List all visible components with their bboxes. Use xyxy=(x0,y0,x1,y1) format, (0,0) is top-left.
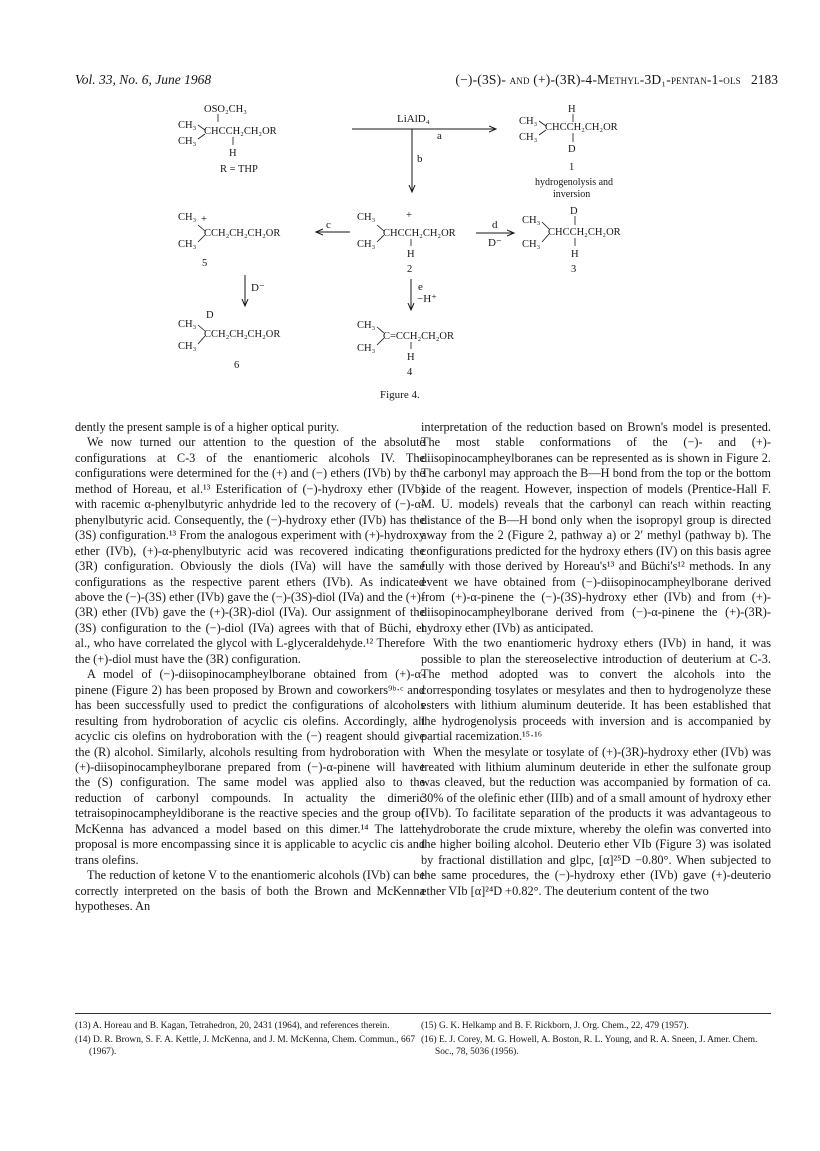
left-column xyxy=(75,420,425,915)
left-paragraph-2: We now turned our attention to the question of the absolute configurations at C-3 of the enantiomeric alcohols IV. The configurations were determined for the (+) and (−) ethers (IVb) by the method of Horeau, et al.¹³ Esterification of (−)-hydroxy ether (IVb) with racemic α-phenylbutyric anhydride led to the recovery of (−)-α-phenylbutyric acid. Consequently, the (−)-hydroxy ether (IVb) has the (3S) configuration.¹³ From the analogous experiment with (+)-hydroxy ether (IVb), (+)-α-phenylbutyric acid was recovered indicating the (3R) configuration. Obviously the diols (IVa) will have the same configurations as the respective parent ethers (IVb). As indicated above the (−)-(3S) ether (IVb) gave the (−)-(3S)-diol (IVa) and the (+)-(3R) ether (IVb) gave the (+)-(3R)-diol (IVa). Our assignment of the (3S) configuration to the (−)-diol (IVa) agrees with that of Büchi, et al., who have correlated the glycol with L-glyceraldehyde.¹² Therefore the (+)-diol must have the (3R) configuration. xyxy=(75,435,425,666)
footnotes-left xyxy=(75,1020,425,1060)
start-chain: CHCCH₂CH₂OR xyxy=(204,126,277,137)
left-paragraph-1: dently the present sample is of a higher optical purity. xyxy=(75,420,340,434)
c6-ch3-upper: CH₃ xyxy=(178,319,197,330)
label-c: c xyxy=(326,219,331,231)
label-e: e xyxy=(418,281,423,293)
running-header-article-title: (−)-(3S)- and (+)-(3R)-4-Methyl-3D₁-pentan-1-ols xyxy=(455,72,741,87)
right-paragraph-3: When the mesylate or tosylate of (+)-(3R)-hydroxy ether (IVb) was treated with lithium aluminum deuteride in ether the sulfonate group was cleaved, but the reduction was accompanied by formation of ca. 30% of the olefinic ether (IIIb) and of a small amount of hydroxy ether (IVb). To facilitate separation of the products it was advantageous to hydroborate the crude mixture, whereby the olefin was converted into the higher boiling alcohol. Deuterio ether VIb (Figure 3) was isolated by fractional distillation and glpc, [α]²⁵D −0.80°. When subjected to the same procedures, the (−)-hydroxy ether (IVb) gave (+)-deuterio ether VIb [α]²⁴D +0.82°. The deuterium content of the two xyxy=(421,744,771,898)
figure-caption: Figure 4. xyxy=(380,389,420,401)
right-column xyxy=(421,420,771,899)
c1-chain: CHCCH₂CH₂OR xyxy=(545,122,618,133)
note-inversion: inversion xyxy=(553,189,591,200)
c2-label: 2 xyxy=(407,264,413,275)
footnote-15: (15) G. K. Helkamp and B. F. Rickborn, J. Org. Chem., 22, 479 (1957). xyxy=(421,1021,689,1031)
c4-ch3-upper: CH₃ xyxy=(357,320,376,331)
c5-ch3-upper: CH₃ xyxy=(178,212,197,223)
footnote-13: (13) A. Horeau and B. Kagan, Tetrahedron, 20, 2431 (1964), and references therein. xyxy=(75,1021,390,1031)
footnote-14: (14) D. R. Brown, S. F. A. Kettle, J. McKenna, and J. M. McKenna, Chem. Commun., 667 (1967). xyxy=(75,1035,416,1057)
start-ch3-lower: CH₃ xyxy=(178,136,197,147)
c3-ch3-lower: CH₃ xyxy=(522,239,541,250)
label-a: a xyxy=(437,130,442,142)
compound-6 xyxy=(178,310,280,371)
c2-plus: + xyxy=(406,210,412,221)
reagent-lialD4: LiAlD₄ xyxy=(397,113,430,125)
c6-label: 6 xyxy=(234,360,240,371)
c5-ch3-lower: CH₃ xyxy=(178,239,197,250)
c3-chain: CHCCH₂CH₂OR xyxy=(548,227,621,238)
c1-ch3-lower: CH₃ xyxy=(519,132,538,143)
c4-ch3-lower: CH₃ xyxy=(357,343,376,354)
label-d: d xyxy=(492,219,498,231)
r-equals-thp: R = THP xyxy=(220,164,258,175)
left-paragraph-4: The reduction of ketone V to the enantiomeric alcohols (IVb) can be correctly interpreted on the basis of both the Brown and McKenna hypotheses. An xyxy=(75,868,425,914)
c5-label: 5 xyxy=(202,258,208,269)
compound-2 xyxy=(357,210,456,275)
c1-ch3-upper: CH₃ xyxy=(519,116,538,127)
c4-h: H xyxy=(407,352,415,363)
right-paragraph-1: interpretation of the reduction based on Brown's model is presented. The most stable conformations of the (−)- and (+)-diisopinocampheylboranes can be represented as is shown in Figure 2. The carbonyl may approach the B—H bond from the top or the bottom side of the reagent. However, inspection of models (Prentice-Hall F. M. U. models) reveals that the carbonyl can reach within reacting distance of the B—H bond only when the isopropyl group is directed away from the 2 (Figure 2, pathway a) or 2′ methyl (pathway b). The configurations predicted for the hydroxy ethers (IV) on this basis agree fully with those derived by Horeau's¹³ and Büchi's¹² methods. In any event we have obtained from (−)-diisopinocampheylborane derived from (+)-α-pinene the (−)-(3S)-hydroxy ether (IVb) and from (+)-diisopinocampheylborane derived from (−)-α-pinene the (+)-(3R)-hydroxy ether (IVb) as anticipated. xyxy=(421,420,771,635)
c1-d: D xyxy=(568,144,576,155)
right-paragraph-2: With the two enantiomeric hydroxy ethers (IVb) in hand, it was possible to plan the stereoselective introduction of deuterium at C-3. The method adopted was to convert the alcohols into the corresponding tosylates or mesylates and then to hydrogenolyze these esters with lithium aluminum deuteride. It has been established that the hydrogenolysis proceeds with inversion and is accompanied by partial racemization.¹⁵·¹⁶ xyxy=(421,636,771,744)
reagent-d-minus-5: D⁻ xyxy=(251,282,265,294)
c4-chain: C=CCH₂CH₂OR xyxy=(383,331,455,342)
c2-h: H xyxy=(407,249,415,260)
c3-d: D xyxy=(570,206,578,217)
c2-ch3-lower: CH₃ xyxy=(357,239,376,250)
c5-plus: + xyxy=(201,214,207,225)
c2-ch3-upper: CH₃ xyxy=(357,212,376,223)
compound-4 xyxy=(357,320,454,378)
c3-ch3-upper: CH₃ xyxy=(522,215,541,226)
start-h: H xyxy=(229,148,237,159)
c6-d: D xyxy=(206,310,214,321)
c2-chain: CHCCH₂CH₂OR xyxy=(383,228,456,239)
c4-label: 4 xyxy=(407,367,413,378)
c6-ch3-lower: CH₃ xyxy=(178,341,197,352)
c1-label: 1 xyxy=(569,162,575,173)
c5-chain: CCH₂CH₂CH₂OR xyxy=(204,228,281,239)
footnote-16: (16) E. J. Corey, M. G. Howell, A. Boston, R. L. Young, and R. A. Sneen, J. Amer. Chem. Soc., 78, 5036 (1956). xyxy=(421,1035,758,1057)
compound-3 xyxy=(522,206,621,275)
figure-4-reaction-scheme xyxy=(0,92,820,412)
compound-start xyxy=(178,104,277,175)
c3-label: 3 xyxy=(571,264,577,275)
note-hydrogenolysis: hydrogenolysis and xyxy=(535,177,614,188)
reagent-minus-h: −H⁺ xyxy=(417,293,437,305)
page-number: 2183 xyxy=(751,72,778,87)
left-paragraph-3: A model of (−)-diisopinocampheylborane obtained from (+)-α-pinene (Figure 2) has been proposed by Brown and coworkers⁹ᵇ·ᶜ and has been successfully used to predict the configurations of alcohols resulting from hydroboration of acyclic cis olefins. Accordingly, all acyclic cis olefins on hydroboration with the (−) reagent should give the (R) alcohol. Similarly, alcohols resulting from hydroboration with (+)-diisopinocampheylborane prepared from (−)-α-pinene will have the (S) configuration. The same model was applied also to the reduction of carbonyl compounds. In actuality the dimeric tetraisopinocampheyldiborane is the reactive species and the group of McKenna has advanced a model based on this dimer.¹⁴ The latter proposal is more encompassing since it is applicable to acyclic cis and trans olefins. xyxy=(75,667,425,867)
c6-chain: CCH₂CH₂CH₂OR xyxy=(204,329,281,340)
c1-h: H xyxy=(568,104,576,115)
running-header-journal: Vol. 33, No. 6, June 1968 xyxy=(75,72,212,87)
start-oso2ch3: OSO₂CH₃ xyxy=(204,104,247,115)
label-b: b xyxy=(417,153,423,165)
compound-1 xyxy=(519,104,618,173)
footnote-rule-left xyxy=(75,1013,425,1014)
footnotes-right xyxy=(421,1020,771,1060)
compound-5 xyxy=(178,212,280,269)
footnote-rule-right xyxy=(421,1013,771,1014)
reagent-d-minus: D⁻ xyxy=(488,237,502,249)
running-header-title xyxy=(455,72,778,88)
c3-h: H xyxy=(571,249,579,260)
start-ch3-upper: CH₃ xyxy=(178,120,197,131)
